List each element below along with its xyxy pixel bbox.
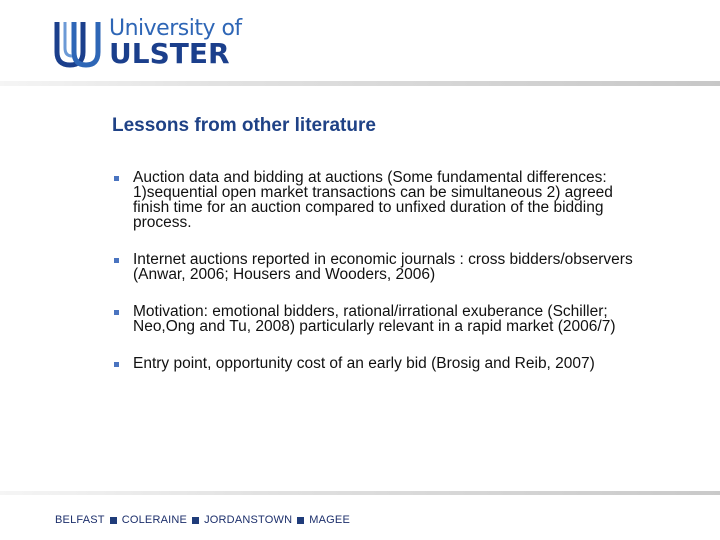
square-separator-icon xyxy=(297,517,304,524)
header-divider xyxy=(0,81,720,86)
bullet-marker-icon xyxy=(114,362,119,367)
square-separator-icon xyxy=(192,517,199,524)
logo-mark-icon xyxy=(54,18,102,68)
bullet-item xyxy=(112,170,652,230)
footer-divider xyxy=(0,491,720,495)
bullet-text: Internet auctions reported in economic journals : cross bidders/observers (Anwar, 2006; Housers and Wooders, 2006) xyxy=(133,251,633,283)
campus-magee: MAGEE xyxy=(309,514,350,526)
logo-text-university-of: University of xyxy=(109,16,242,41)
square-separator-icon xyxy=(110,517,117,524)
bullet-item xyxy=(112,304,652,334)
bullet-text: Entry point, opportunity cost of an early bid (Brosig and Reib, 2007) xyxy=(133,355,595,372)
bullet-marker-icon xyxy=(114,258,119,263)
bullet-list xyxy=(112,170,652,393)
slide-title: Lessons from other literature xyxy=(112,115,376,136)
campus-list xyxy=(55,514,350,526)
bullet-marker-icon xyxy=(114,310,119,315)
bullet-text: Motivation: emotional bidders, rational/irrational exuberance (Schiller; Neo,Ong and Tu, 2008) particularly relevant in a rapid market (2006/7) xyxy=(133,303,616,335)
campus-belfast: BELFAST xyxy=(55,514,105,526)
campus-jordanstown: JORDANSTOWN xyxy=(204,514,293,526)
university-logo xyxy=(54,16,242,70)
campus-coleraine: COLERAINE xyxy=(121,514,188,526)
logo-text-ulster: ULSTER xyxy=(109,37,230,70)
bullet-text: Auction data and bidding at auctions (Some fundamental differences: 1)sequential open market transactions can be simultaneous 2) agreed finish time for an auction compared to unfixed duration of the bidding process. xyxy=(133,169,613,231)
bullet-item xyxy=(112,356,652,371)
bullet-marker-icon xyxy=(114,176,119,181)
bullet-item xyxy=(112,252,652,282)
